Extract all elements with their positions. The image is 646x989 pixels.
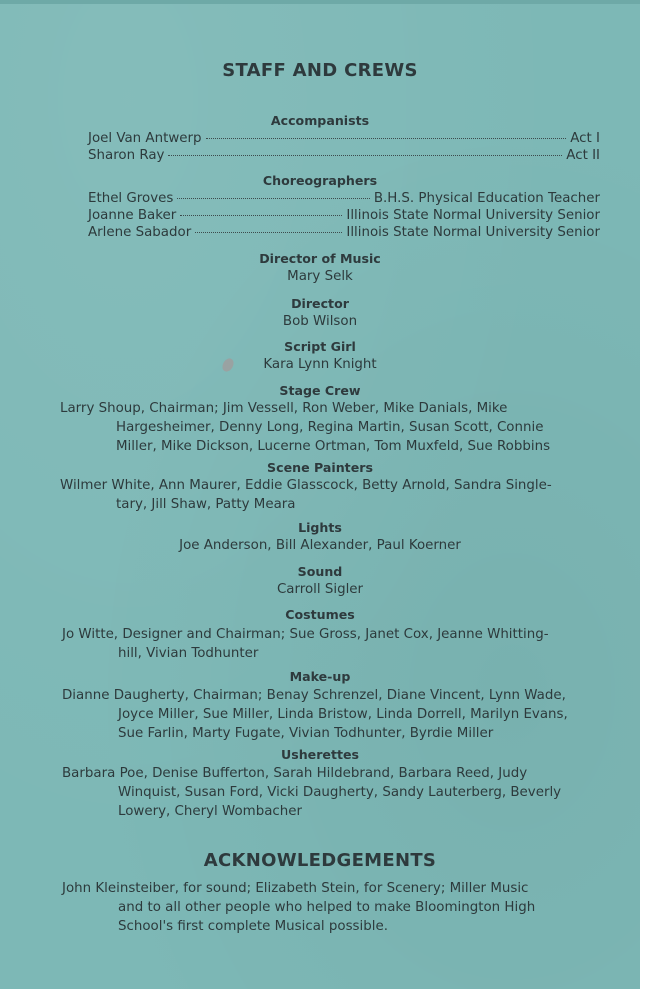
stage-crew-line: Larry Shoup, Chairman; Jim Vessell, Ron Weber, Mike Danials, Mike	[60, 401, 508, 416]
dot-leader	[180, 215, 342, 216]
makeup-list	[62, 686, 602, 743]
makeup-line: Dianne Daugherty, Chairman; Benay Schrenzel, Diane Vincent, Lynn Wade,	[62, 688, 566, 703]
choreographer-role: B.H.S. Physical Education Teacher	[373, 191, 600, 206]
choreographer-row-2	[88, 208, 600, 223]
top-strip	[0, 0, 640, 4]
accompanist-row-2	[88, 148, 600, 163]
director-of-music-header: Director of Music	[259, 251, 381, 266]
choreographers-header: Choreographers	[262, 173, 378, 188]
costumes-line: Jo Witte, Designer and Chairman; Sue Gross, Janet Cox, Jeanne Whitting-	[62, 627, 549, 642]
choreographer-name: Joanne Baker	[88, 208, 177, 223]
acknowledgements-text	[62, 879, 602, 936]
costumes-line: hill, Vivian Todhunter	[118, 646, 259, 661]
dot-leader	[195, 232, 342, 233]
accompanist-role: Act II	[566, 148, 600, 163]
scene-painters-header: Scene Painters	[267, 460, 373, 475]
sound-name: Carroll Sigler	[276, 582, 364, 597]
costumes-list	[62, 625, 602, 663]
makeup-header: Make-up	[289, 669, 351, 684]
acknowledgements-title: ACKNOWLEDGEMENTS	[203, 850, 437, 871]
accompanists-header: Accompanists	[270, 113, 370, 128]
usherettes-line: Barbara Poe, Denise Bufferton, Sarah Hildebrand, Barbara Reed, Judy	[62, 766, 528, 781]
acknowledgements-line: and to all other people who helped to make Bloomington High	[118, 900, 536, 915]
accompanist-name: Joel Van Antwerp	[88, 131, 202, 146]
acknowledgements-line: John Kleinsteiber, for sound; Elizabeth Stein, for Scenery; Miller Music	[62, 881, 529, 896]
dot-leader	[168, 155, 562, 156]
scan-edge	[640, 0, 646, 989]
stage-crew-list	[60, 399, 600, 456]
stage-crew-header: Stage Crew	[279, 383, 361, 398]
dot-leader	[206, 138, 567, 139]
accompanist-role: Act I	[570, 131, 600, 146]
lights-names: Joe Anderson, Bill Alexander, Paul Koerner	[179, 538, 461, 553]
stage-crew-line: Hargesheimer, Denny Long, Regina Martin, Susan Scott, Connie	[116, 420, 544, 435]
usherettes-header: Usherettes	[280, 747, 360, 762]
usherettes-line: Lowery, Cheryl Wombacher	[118, 804, 303, 819]
director-name: Bob Wilson	[282, 314, 358, 329]
costumes-header: Costumes	[285, 607, 355, 622]
scene-painters-line: Wilmer White, Ann Maurer, Eddie Glasscock, Betty Arnold, Sandra Single-	[60, 478, 552, 493]
lights-header: Lights	[298, 520, 342, 535]
script-girl-name: Kara Lynn Knight	[263, 357, 377, 372]
stage-crew-line: Miller, Mike Dickson, Lucerne Ortman, Tom Muxfeld, Sue Robbins	[116, 439, 551, 454]
choreographer-name: Arlene Sabador	[88, 225, 192, 240]
scene-painters-list	[60, 476, 600, 514]
staff-title: STAFF AND CREWS	[222, 60, 418, 81]
accompanist-name: Sharon Ray	[88, 148, 165, 163]
choreographer-row-3	[88, 225, 600, 240]
director-header: Director	[291, 296, 349, 311]
choreographer-name: Ethel Groves	[88, 191, 174, 206]
acknowledgements-line: School's first complete Musical possible.	[118, 919, 388, 934]
director-of-music-name: Mary Selk	[287, 269, 353, 284]
choreographer-role: Illinois State Normal University Senior	[346, 225, 600, 240]
dot-leader	[177, 198, 370, 199]
makeup-line: Joyce Miller, Sue Miller, Linda Bristow, Linda Dorrell, Marilyn Evans,	[118, 707, 568, 722]
script-girl-header: Script Girl	[284, 339, 356, 354]
choreographer-role: Illinois State Normal University Senior	[346, 208, 600, 223]
sound-header: Sound	[297, 564, 343, 579]
scene-painters-line: tary, Jill Shaw, Patty Meara	[116, 497, 296, 512]
choreographer-row-1	[88, 191, 600, 206]
usherettes-list	[62, 764, 602, 821]
accompanist-row-1	[88, 131, 600, 146]
makeup-line: Sue Farlin, Marty Fugate, Vivian Todhunter, Byrdie Miller	[118, 726, 494, 741]
usherettes-line: Winquist, Susan Ford, Vicki Daugherty, Sandy Lauterberg, Beverly	[118, 785, 562, 800]
